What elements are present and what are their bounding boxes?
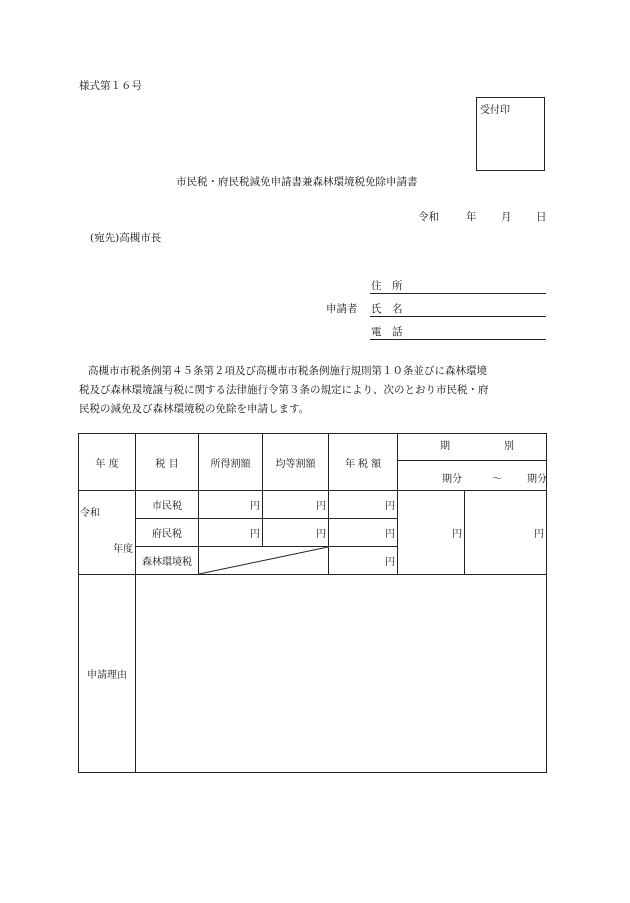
row-item-forest-tax: 森林環境税 — [136, 547, 199, 575]
date-month: 月 — [501, 211, 512, 223]
header-period-char1: 期 — [440, 441, 450, 452]
date-day: 日 — [536, 211, 547, 223]
fiscal-year-suffix: 年度 — [113, 544, 133, 555]
name-line — [370, 316, 546, 317]
fiscal-year-cell — [79, 491, 136, 575]
row-annual-prefectural-tax: 円 — [329, 519, 398, 547]
header-period — [398, 434, 547, 461]
applicant-label: 申請者 — [326, 303, 358, 315]
row-item-city-tax: 市民税 — [136, 491, 199, 519]
reason-label: 申請理由 — [79, 575, 136, 773]
header-annual-tax: 年 税 額 — [329, 434, 398, 491]
row-item-prefectural-tax: 府民税 — [136, 519, 199, 547]
body-line: 高槻市市税条例第４５条第２項及び高槻市市税条例施行規則第１０条並びに森林環境 — [88, 365, 487, 377]
addressee: (宛先)高槻市長 — [90, 232, 162, 244]
row-income-city-tax: 円 — [199, 491, 263, 519]
row-per-capita-city-tax: 円 — [263, 491, 329, 519]
body-line: 税及び森林環境譲与税に関する法律施行令第３条の規定により、次のとおり市民税・府 — [79, 384, 489, 396]
period-amount-1: 円 — [398, 491, 465, 575]
phone-label: 電 話 — [371, 326, 403, 338]
date-year: 年 — [466, 211, 477, 223]
header-period-char2: 別 — [504, 441, 514, 452]
diagonal-strike — [199, 547, 328, 574]
body-line: 民税の減免及び森林環境税の免除を申請します。 — [79, 403, 310, 415]
header-income-levy: 所得割額 — [199, 434, 263, 491]
header-period-range — [398, 461, 547, 491]
forest-tax-na-cell — [199, 547, 329, 575]
form-title: 市民税・府民税減免申請書兼森林環境税免除申請書 — [176, 176, 418, 188]
header-per-capita-levy: 均等割額 — [263, 434, 329, 491]
period-to: 期分 — [527, 474, 547, 485]
reason-field[interactable] — [136, 575, 547, 773]
reception-stamp-label: 受付印 — [480, 105, 510, 116]
period-tilde: ～ — [492, 474, 502, 485]
header-tax-item: 税 目 — [136, 434, 199, 491]
name-label: 氏 名 — [371, 303, 403, 315]
period-amount-2: 円 — [465, 491, 547, 575]
row-annual-forest-tax: 円 — [329, 547, 398, 575]
period-from: 期分 — [442, 474, 462, 485]
row-annual-city-tax: 円 — [329, 491, 398, 519]
reception-stamp-box — [476, 97, 545, 171]
phone-line — [370, 339, 546, 340]
date-era: 令和 — [418, 211, 439, 223]
fiscal-year-era: 令和 — [80, 508, 100, 519]
row-income-prefectural-tax: 円 — [199, 519, 263, 547]
tax-table — [78, 433, 547, 773]
header-fiscal-year: 年 度 — [79, 434, 136, 491]
address-label: 住 所 — [371, 280, 403, 292]
row-per-capita-prefectural-tax: 円 — [263, 519, 329, 547]
address-line — [370, 293, 546, 294]
form-number: 様式第１６号 — [79, 80, 142, 92]
